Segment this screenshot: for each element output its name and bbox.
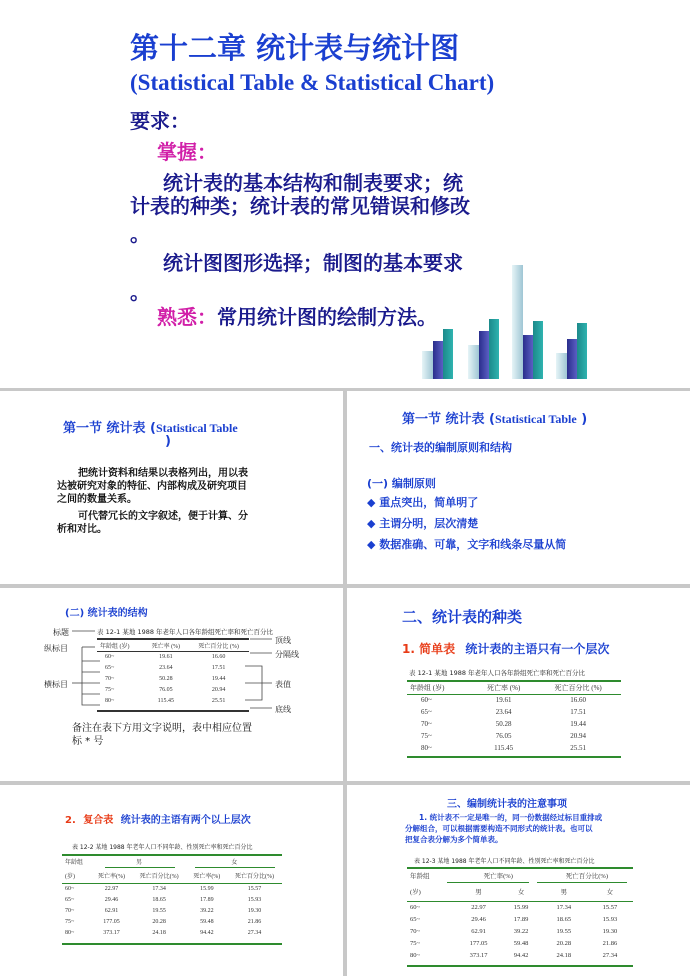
label-column-header: 纵标目 [44, 644, 68, 653]
table-row: 65~ 29.46 18.65 17.89 15.93 [65, 896, 262, 903]
bullet-1: 重点突出，简单明了 [379, 496, 479, 509]
familiar-label: 熟悉： [157, 305, 217, 329]
decorative-bar-chart [418, 255, 688, 385]
table-row: 75~ 177.05 20.28 59.48 21.86 [65, 918, 262, 925]
requirements-label: 要求： [130, 109, 190, 133]
notes-line-2: 分解组合，可以根据需要构造不同形式的统计表。也可以 [405, 824, 593, 833]
table-row: 80~ 373.17 94.42 24.18 27.34 [410, 951, 618, 959]
section-title-en: Statistical Table [156, 421, 238, 435]
header-age: 年龄组 (岁) [410, 684, 445, 692]
header-age: 年龄组 (岁) [100, 644, 130, 650]
simple-table-desc: 统计表的主语只有一个层次 [465, 642, 610, 656]
principles-heading: 一、统计表的编制原则和结构 [369, 441, 512, 454]
header-female: 女 [231, 860, 238, 866]
table-row: 75~ 177.05 59.48 20.28 21.86 [410, 939, 618, 947]
table-row: 65~ 23.64 17.51 [105, 664, 226, 671]
slide-3 [347, 391, 690, 584]
label-table-values: 表值 [275, 680, 291, 689]
table-row: 80~ 115.45 25.51 [105, 697, 226, 704]
bullet-icon: ◆ [367, 517, 380, 530]
table-bottom-line [62, 943, 282, 945]
item-number: 2. [65, 815, 76, 826]
notes-line-3: 把复合表分解为多个简单表。 [405, 835, 503, 844]
table-row: 60~ 19.61 16.60 [421, 696, 586, 704]
table-row: 60~ 22.97 15.99 17.34 15.57 [410, 903, 618, 911]
label-row-header: 横标目 [44, 680, 68, 689]
table-row: 65~ 29.46 17.89 18.65 15.93 [410, 915, 618, 923]
slide-5 [347, 588, 690, 781]
intro-line-3: 之间的数量关系。 [57, 494, 137, 505]
master-line-1: 统计表的基本结构和制表要求；统 [163, 171, 463, 195]
intro-line-2: 达被研究对象的特征、内部构成及研究项目 [57, 481, 247, 492]
table-row: 80~ 373.17 24.18 94.42 27.34 [65, 929, 262, 936]
table-bottom-line [407, 965, 633, 967]
bullet-3: 数据准确、可靠，文字和线条尽量从简 [379, 538, 567, 551]
header-rate: 死亡率 (%) [151, 644, 181, 650]
bar-group-3 [512, 265, 543, 379]
master-line-5: 。 [130, 280, 150, 304]
table-row: 70~ 50.28 19.44 [105, 675, 226, 682]
simple-table-caption: 表 12-1 某地 1988 年老年人口各年龄组死亡率和死亡百分比 [409, 669, 586, 677]
table-row: 75~ 76.05 20.94 [421, 732, 586, 740]
bullet-icon: ◆ [367, 496, 380, 509]
slide-7 [347, 785, 690, 976]
master-line-3: 。 [130, 222, 150, 246]
master-line-4: 统计图图形选择；制图的基本要求 [163, 251, 463, 275]
header-death-rate: 死亡率(%) [483, 873, 513, 880]
table-row: 70~ 62.91 19.55 39.22 19.30 [65, 907, 262, 914]
table-row: 80~ 115.45 25.51 [421, 744, 586, 752]
label-top-line: 顶线 [275, 636, 291, 645]
slide-4 [0, 588, 343, 781]
bullet-icon: ◆ [367, 538, 380, 551]
notes-heading: 三、编制统计表的注意事项 [447, 799, 567, 810]
compound-table: 年龄组 男 女 (岁) 死亡率(%) 死亡百分比(%) 死亡率(%) 死亡百分比(%) 60~ 22.97 17.34 15.99 15.57 65~ 29.46 18.65 17.89 15.93 70~ 62.91 19.55 39.22 19.30 75~ 177.05 20.28 59.48 21.86 80~ 373.17 24.18 94.42 27.34 [62, 856, 282, 938]
bullet-2: 主谓分明，层次清楚 [379, 517, 479, 530]
header-male: 男 [135, 860, 142, 866]
bottom-line [97, 710, 249, 712]
header-pct: 死亡百分比 (%) [554, 684, 602, 692]
header-rate: 死亡率 (%) [487, 684, 521, 692]
chapter-subtitle: (Statistical Table & Statistical Chart) [130, 70, 495, 95]
master-label: 掌握： [157, 140, 217, 164]
bar-group-4 [556, 323, 587, 379]
simple-table-label: 简单表 [419, 642, 456, 656]
chapter-title: 第十二章 统计表与统计图 [130, 31, 460, 65]
bar-group-2 [468, 319, 499, 379]
slide-2 [0, 391, 343, 584]
table-row: 60~ 19.61 16.60 [105, 653, 226, 660]
header-pct: 死亡百分比 (%) [198, 644, 239, 650]
intro-line-1: 把统计资料和结果以表格列出，用以表 [78, 468, 248, 479]
header-age-group: 年龄组 [65, 860, 84, 866]
master-line-2: 计表的种类；统计表的常见错误和修改 [130, 194, 470, 218]
section-title-en: Statistical Table [495, 412, 577, 426]
intro-line-5: 析和对比。 [57, 524, 107, 535]
item-number: 1. [402, 642, 415, 656]
compound-table-caption: 表 12-2 某地 1988 年老年人口不同年龄、性别死亡率和死亡百分比 [72, 844, 253, 851]
note-line-2: 标 * 号 [72, 736, 104, 747]
intro-line-4: 可代替冗长的文字叙述，便于计算、分 [78, 511, 248, 522]
table-row: 60~ 22.97 17.34 15.99 15.57 [65, 885, 262, 892]
notes-line-1: 1. 统计表不一定是唯一的，同一份数据经过标目重排或 [419, 813, 603, 822]
bar-group-1 [422, 329, 453, 379]
section-title-cn: 第一节 统计表 ( [63, 421, 156, 436]
structure-table-caption: 表 12-1 某地 1988 年老年人口各年龄组死亡率和死亡百分比 [97, 628, 274, 636]
section-title-cn: 第一节 统计表 ( [402, 412, 495, 427]
familiar-text: 常用统计图的绘制方法。 [217, 305, 437, 329]
header-death-pct: 死亡百分比(%) [565, 873, 608, 880]
slide-6 [0, 785, 343, 976]
label-title: 标题 [53, 628, 69, 637]
label-bottom-line: 底线 [275, 705, 291, 714]
table-row: 75~ 76.05 20.94 [105, 686, 226, 693]
structure-table [97, 640, 249, 706]
structure-heading: (二) 统计表的结构 [65, 608, 148, 619]
slide-1 [0, 0, 690, 388]
section-title-close: ) [165, 434, 171, 449]
restructured-table-caption: 表 12-3 某地 1988 年老年人口不同年龄、性别死亡率和死亡百分比 [414, 858, 595, 865]
types-heading: 二、统计表的种类 [402, 608, 523, 626]
compound-table-desc: 统计表的主语有两个以上层次 [120, 815, 251, 826]
table-row: 70~ 62.91 39.22 19.55 19.30 [410, 927, 618, 935]
principles-subheading: (一) 编制原则 [367, 477, 436, 490]
note-line-1: 备注在表下方用文字说明，表中相应位置 [72, 723, 252, 734]
label-separator-line: 分隔线 [275, 650, 299, 659]
table-row: 70~ 50.28 19.44 [421, 720, 586, 728]
header-age-group: 年龄组 [410, 873, 430, 880]
table-row: 65~ 23.64 17.51 [421, 708, 586, 716]
section-title-close: ) [576, 412, 588, 427]
compound-table-label: 复合表 [83, 815, 114, 826]
restructured-table: 年龄组 死亡率(%) 死亡百分比(%) (岁) 男 女 男 女 60~ 22.97 15.99 17.34 15.57 65~ 29.46 17.89 18.65 15.93 70~ 62.91 39.22 19.55 19.30 75~ 177.05 59.48 20.28 21.86 80~ 373.17 94.42 24.18 27.34 [407, 869, 633, 961]
simple-table [407, 682, 621, 754]
table-bottom-line [407, 756, 621, 758]
